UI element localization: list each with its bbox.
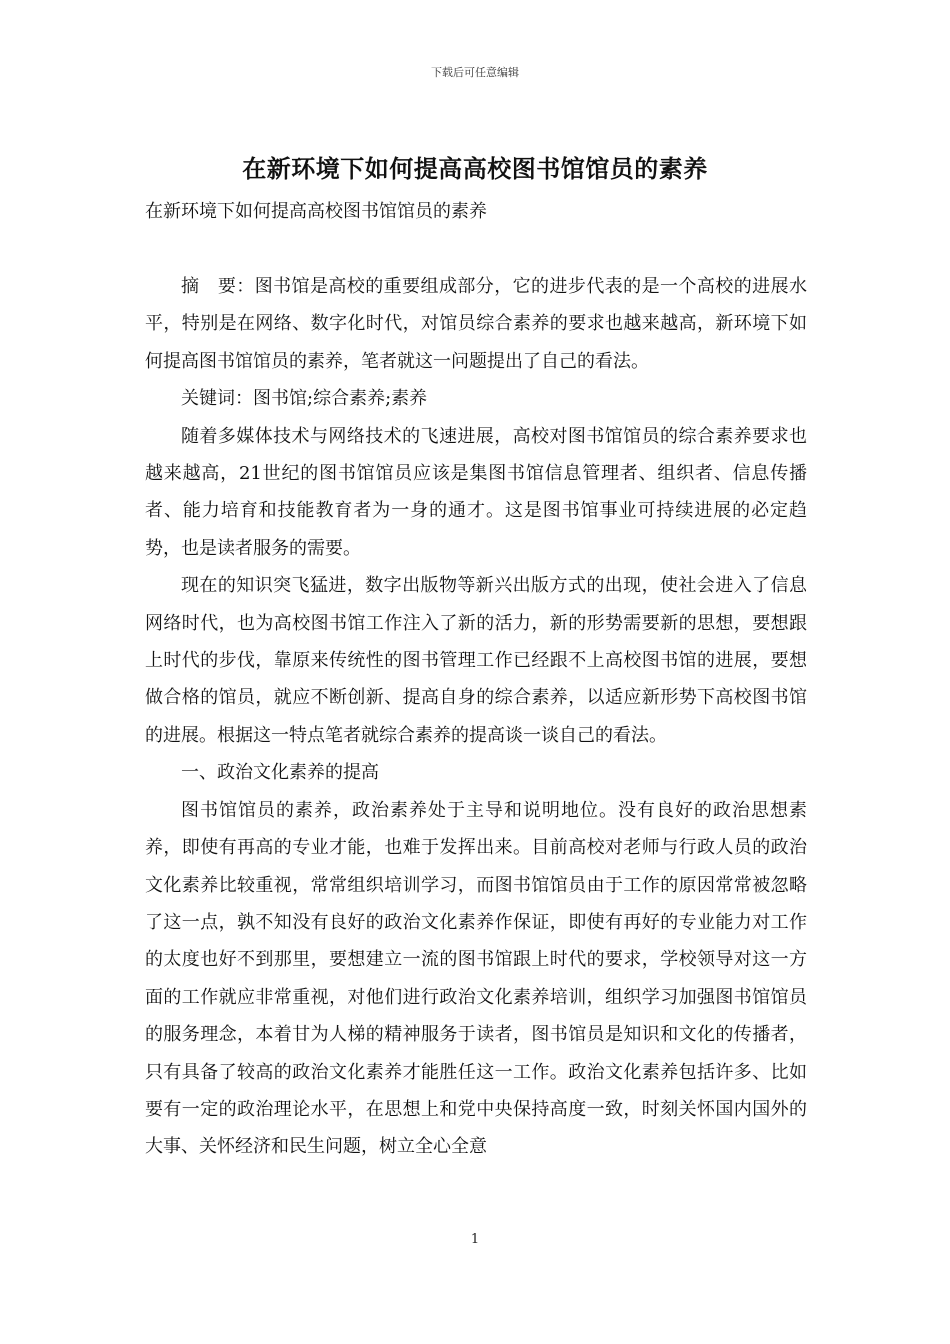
body-paragraph: 随着多媒体技术与网络技术的飞速进展，高校对图书馆馆员的综合素养要求也越来越高，21世纪的图书馆馆员应该是集图书馆信息管理者、组织者、信息传播者、能力培育和技能教育者为一身的通才。这是图书馆事业可持续进展的必定趋势，也是读者服务的需要。 <box>145 425 807 559</box>
document-title: 在新环境下如何提高高校图书馆馆员的素养 <box>242 154 708 183</box>
abstract-paragraph: 摘 要：图书馆是高校的重要组成部分，它的进步代表的是一个高校的进展水平，特别是在网络、数字化时代，对馆员综合素养的要求也越来越高，新环境下如何提高图书馆馆员的素养，笔者就这一问题提出了自己的看法。 <box>145 276 807 372</box>
page-number: 1 <box>470 1232 480 1247</box>
section-heading: 一、政治文化素养的提高 <box>181 762 379 784</box>
body-paragraph: 图书馆馆员的素养，政治素养处于主导和说明地位。没有良好的政治思想素养，即使有再高的专业才能，也难于发挥出来。目前高校对老师与行政人员的政治文化素养比较重视，常常组织培训学习，而图书馆馆员由于工作的原因常常被忽略了这一点，孰不知没有良好的政治文化素养作保证，即使有再好的专业能力对工作的太度也好不到那里，要想建立一流的图书馆跟上时代的要求，学校领导对这一方面的工作就应非常重视，对他们进行政治文化素养培训，组织学习加强图书馆馆员的服务理念，本着甘为人梯的精神服务于读者，图书馆员是知识和文化的传播者，只有具备了较高的政治文化素养才能胜任这一工作。政治文化素养包括许多、比如要有一定的政治理论水平，在思想上和党中央保持高度一致，时刻关怀国内国外的大事、关怀经济和民生问题，树立全心全意 <box>145 799 807 1158</box>
body-paragraph: 现在的知识突飞猛进，数字出版物等新兴出版方式的出现，使社会进入了信息网络时代，也为高校图书馆工作注入了新的活力，新的形势需要新的思想，要想跟上时代的步伐，靠原来传统性的图书管理工作已经跟不上高校图书馆的进展，要想做合格的馆员，就应不断创新、提高自身的综合素养，以适应新形势下高校图书馆的进展。根据这一特点笔者就综合素养的提高谈一谈自己的看法。 <box>145 575 807 746</box>
document-body <box>145 268 807 1166</box>
keywords-paragraph: 关键词：图书馆;综合素养;素养 <box>181 388 428 410</box>
document-subtitle: 在新环境下如何提高高校图书馆馆员的素养 <box>145 201 487 222</box>
header-note: 下载后可任意编辑 <box>431 66 519 79</box>
